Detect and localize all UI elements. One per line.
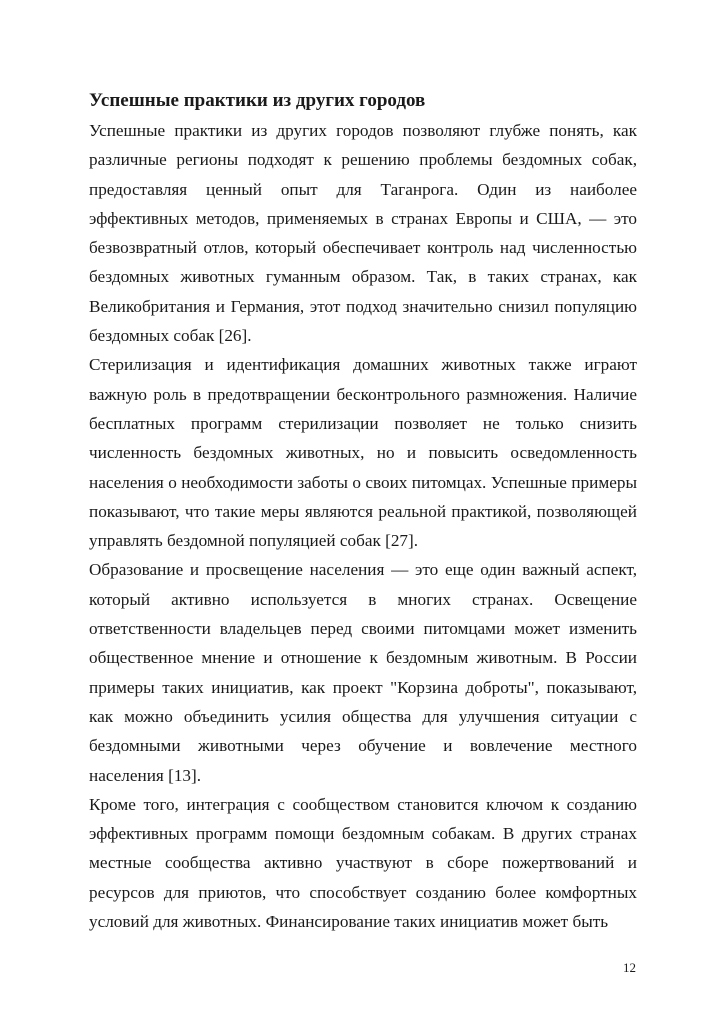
paragraph-1: Успешные практики из других городов позволяют глубже понять, как различные регионы подходят к решению проблемы бездомных собак, предоставляя ценный опыт для Таганрога. Один из наиболее эффективных методов, применяемых в странах Европы и США, — это безвозвратный отлов, который обеспечивает контроль над численностью бездомных животных гуманным образом. Так, в таких странах, как Великобритания и Германия, этот подход значительно снизил популяцию бездомных собак [26]. <box>89 121 637 346</box>
paragraph-4: Кроме того, интеграция с сообществом становится ключом к созданию эффективных программ помощи бездомным собакам. В других странах местные сообщества активно участвуют в сборе пожертвований и ресурсов для приютов, что способствует созданию более комфортных условий для животных. Финансирование таких инициатив может быть <box>89 794 637 932</box>
paragraph-3: Образование и просвещение населения — это еще один важный аспект, который активно используется в многих странах. Освещение ответственности владельцев перед своими питомцами может изменить общественное мнение и отношение к бездомным животным. В России примеры таких инициатив, как проект "Корзина доброты", показывают, как можно объединить усилия общества для улучшения ситуации с бездомными животными через обучение и вовлечение местного населения [13]. <box>89 560 637 785</box>
section-heading: Успешные практики из других городов <box>89 90 426 111</box>
page-content <box>89 86 637 936</box>
page-number: 12 <box>623 960 636 975</box>
paragraph-2: Стерилизация и идентификация домашних животных также играют важную роль в предотвращении бесконтрольного размножения. Наличие бесплатных программ стерилизации позволяет не только снизить численность бездомных животных, но и повысить осведомленность населения о необходимости заботы о своих питомцах. Успешные примеры показывают, что такие меры являются реальной практикой, позволяющей управлять бездомной популяцией собак [27]. <box>89 355 637 551</box>
